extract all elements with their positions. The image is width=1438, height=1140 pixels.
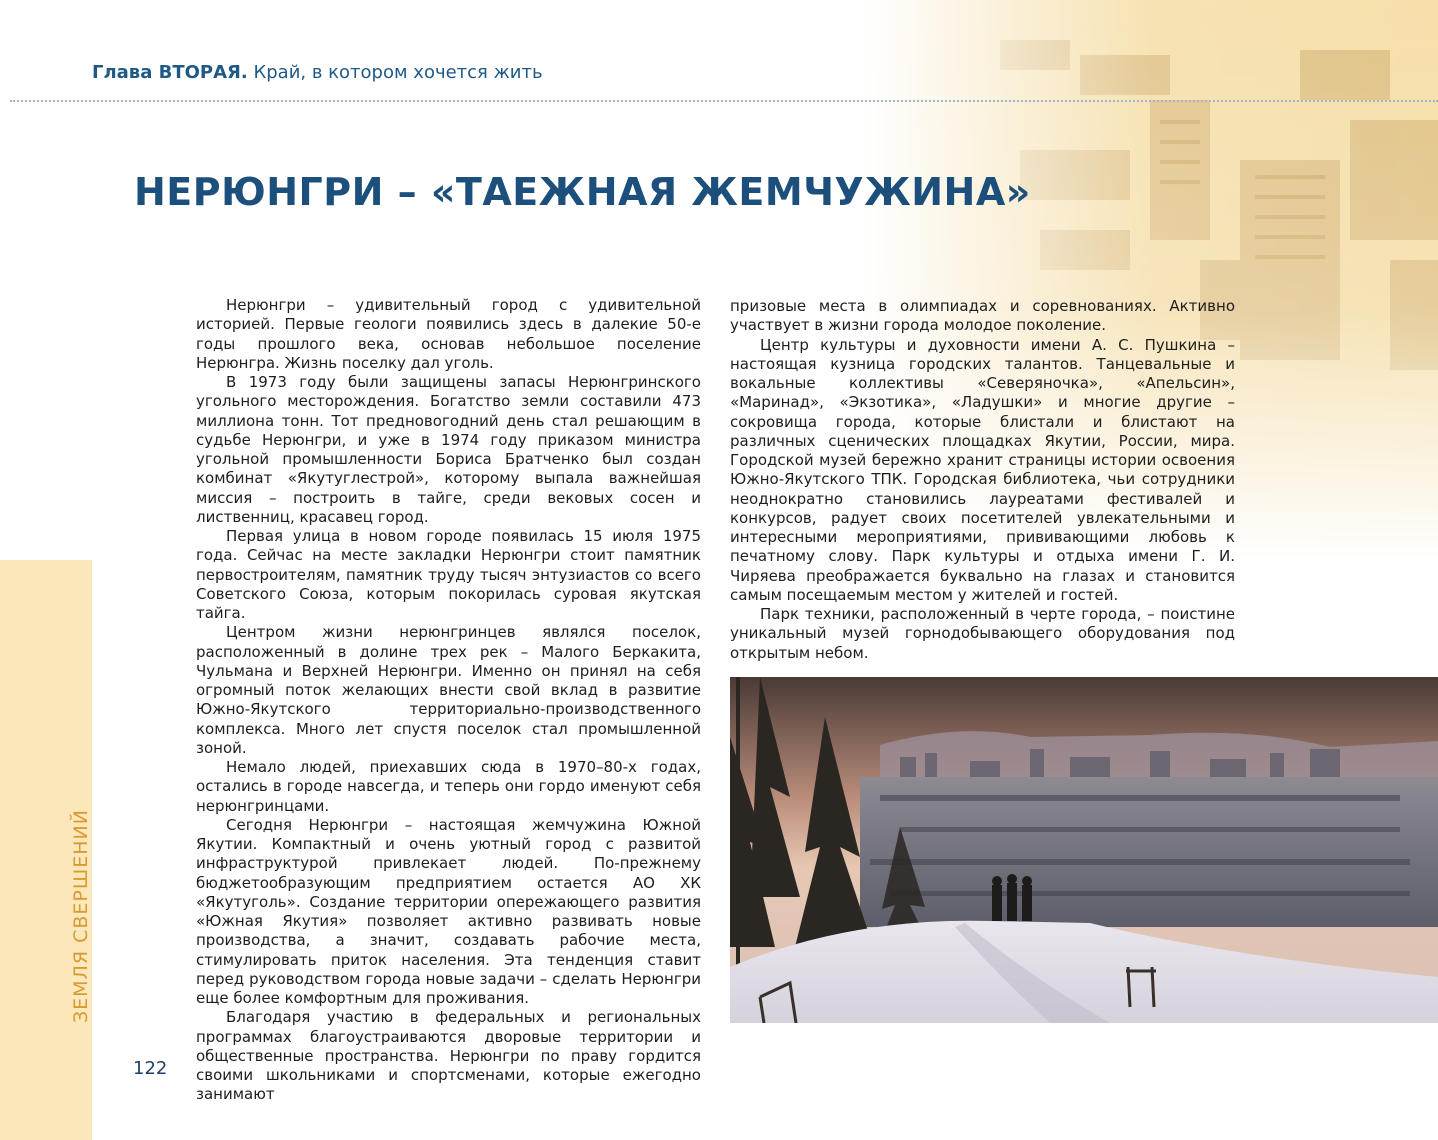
- paragraph: Сегодня Нерюнгри – настоящая жемчужина Южной Якутии. Компактный и очень уютный город с развитой инфраструктурой привлекает людей. По-прежнему бюджетообразующим предприятием остается АО ХК «Якутуголь». Создание территории опережающего развития «Южная Якутия» позволяет активно развивать новые производства, а значит, создавать рабочие места, стимулировать приток населения. Эта тенденция ставит перед руководством города новые задачи – сделать Нерюнгри еще более комфортным для проживания.: [196, 815, 701, 1007]
- text-column-right: [730, 297, 1235, 663]
- paragraph: Немало людей, приехавших сюда в 1970–80-х годах, остались в городе навсегда, и теперь они гордо именуют себя нерюнгринцами.: [196, 758, 701, 815]
- paragraph-continuation: призовые места в олимпиадах и соревнованиях. Активно участвует в жизни города молодое поколение.: [730, 297, 1235, 335]
- page-title: НЕРЮНГРИ – «ТАЕЖНАЯ ЖЕМЧУЖИНА»: [134, 170, 1031, 214]
- paragraph: Центр культуры и духовности имени А. С. Пушкина – настоящая кузница городских талантов. Танцевальные и вокальные коллективы «Северяночка», «Апельсин», «Маринад», «Экзотика», «Ладушки» и многие другие – сокровища города, которые блистали и блистают на различных сценических площадках Якутии, России, мира. Городской музей бережно хранит страницы истории освоения Южно-Якутского ТПК. Городская библиотека, чьи сотрудники неоднократно становились лауреатами фестивалей и конкурсов, радует своих посетителей увлекательными и интересными мероприятиями, прививающими любовь к печатному слову. Парк культуры и отдыха имени Г. И. Чиряева преображается буквально на глазах и становится самым посещаемым местом у жителей и гостей.: [730, 335, 1235, 604]
- paragraph: Центром жизни нерюнгринцев являлся поселок, расположенный в долине трех рек – Малого Беркакита, Чульмана и Верхней Нерюнгри. Именно он принял на себя огромный поток желающих внести свой вклад в развитие Южно-Якутского территориально-производственного комплекса. Много лет спустя поселок стал промышленной зоной.: [196, 623, 701, 757]
- side-section-label: ЗЕМЛЯ СВЕРШЕНИЙ: [70, 809, 92, 1023]
- chapter-number: Глава ВТОРАЯ.: [92, 62, 248, 83]
- paragraph: Первая улица в новом городе появилась 15 июля 1975 года. Сейчас на месте закладки Нерюнгри стоит памятник первостроителям, памятник труду тысяч энтузиастов со всего Советского Союза, которым покорилась суровая якутская тайга.: [196, 527, 701, 622]
- paragraph: Благодаря участию в федеральных и региональных программах благоустраиваются дворовые территории и общественные пространства. Нерюнгри по праву гордится своими школьниками и спортсменами, которые ежегодно занимают: [196, 1008, 701, 1104]
- header-divider: [10, 100, 1438, 102]
- paragraph: Нерюнгри – удивительный город с удивительной историей. Первые геологи появились здесь в далекие 50-е годы прошлого века, основав небольшое поселение Нерюнгра. Жизнь поселку дал уголь.: [196, 296, 701, 372]
- text-column-left: [196, 296, 701, 1105]
- paragraph: Парк техники, расположенный в черте города, – поистине уникальный музей горнодобывающего оборудования под открытым небом.: [730, 605, 1235, 662]
- chapter-subtitle: Край, в котором хочется жить: [247, 62, 543, 83]
- page-number: 122: [133, 1058, 168, 1079]
- winter-landscape-photo: [730, 677, 1438, 1023]
- chapter-header: [92, 62, 543, 83]
- paragraph: В 1973 году были защищены запасы Нерюнгринского угольного месторождения. Богатство земли составили 473 миллиона тонн. Тот предновогодний день стал решающим в судьбе Нерюнгри, и уже в 1974 году приказом министра угольной промышленности Бориса Братченко был создан комбинат «Якутуглестрой», которому выпала важнейшая миссия – построить в тайге, среди вековых сосен и лиственниц, красавец город.: [196, 373, 701, 526]
